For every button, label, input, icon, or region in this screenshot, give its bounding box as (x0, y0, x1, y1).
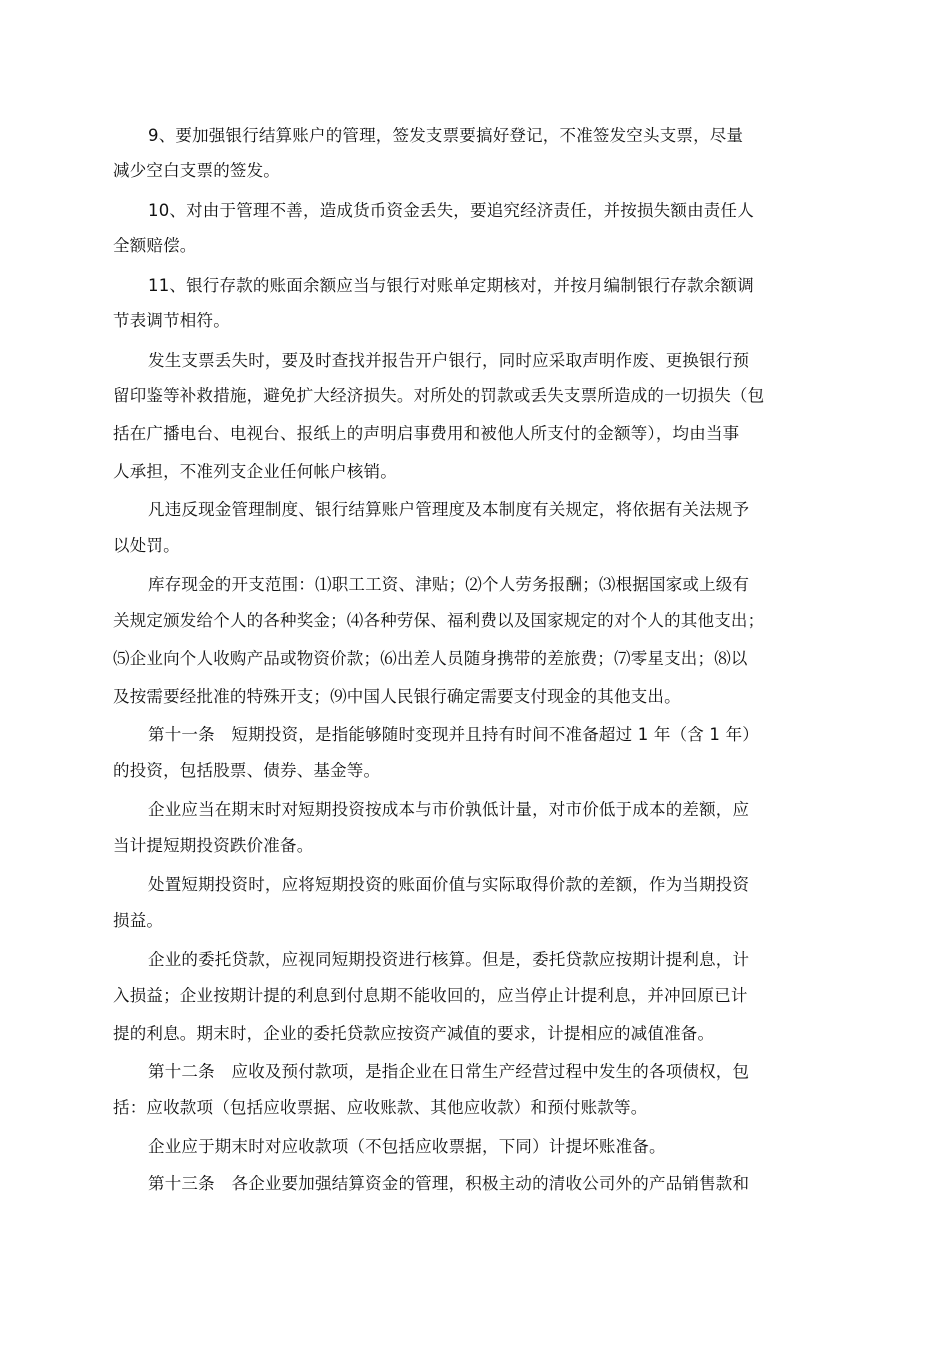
text-line: 的投资，包括股票、债券、基金等。 (113, 761, 381, 780)
text-line: 损益。 (113, 911, 164, 930)
text-line: 括在广播电台、电视台、报纸上的声明启事费用和被他人所支付的金额等），均由当事 (113, 424, 740, 443)
text-line: 库存现金的开支范围：⑴职工工资、津贴；⑵个人劳务报酬；⑶根据国家或上级有 (148, 575, 750, 594)
text-line: 企业的委托贷款，应视同短期投资进行核算。但是，委托贷款应按期计提利息，计 (148, 950, 750, 969)
text-line: 企业应当在期末时对短期投资按成本与市价孰低计量，对市价低于成本的差额，应 (148, 800, 750, 819)
text-line: 发生支票丢失时，要及时查找并报告开户银行，同时应采取声明作废、更换银行预 (148, 351, 750, 370)
text-line: 企业应于期末时对应收款项（不包括应收票据，下同）计提坏账准备。 (148, 1137, 666, 1156)
text-line: 括：应收款项（包括应收票据、应收账款、其他应收款）和预付账款等。 (113, 1098, 648, 1117)
text-line: 留印鉴等补救措施，避免扩大经济损失。对所处的罚款或丢失支票所造成的一切损失（包 (113, 386, 765, 405)
text-line: 人承担，不准列支企业任何帐户核销。 (113, 462, 397, 481)
text-line: 11、银行存款的账面余额应当与银行对账单定期核对，并按月编制银行存款余额调 (148, 276, 754, 295)
text-line: 9、要加强银行结算账户的管理，签发支票要搞好登记，不准签发空头支票，尽量 (148, 126, 744, 145)
text-line: 第十一条 短期投资，是指能够随时变现并且持有时间不准备超过 1 年（含 1 年） (148, 725, 759, 744)
text-line: ⑸企业向个人收购产品或物资价款；⑹出差人员随身携带的差旅费；⑺零星支出；⑻以 (113, 649, 748, 668)
text-line: 入损益；企业按期计提的利息到付息期不能收回的，应当停止计提利息，并冲回原已计 (113, 986, 748, 1005)
text-line: 当计提短期投资跌价准备。 (113, 836, 314, 855)
text-line: 第十三条 各企业要加强结算资金的管理，积极主动的清收公司外的产品销售款和 (148, 1174, 750, 1193)
text-line: 10、对由于管理不善，造成货币资金丢失，要追究经济责任，并按损失额由责任人 (148, 201, 754, 220)
text-line: 凡违反现金管理制度、银行结算账户管理度及本制度有关规定，将依据有关法规予 (148, 500, 750, 519)
text-line: 处置短期投资时，应将短期投资的账面价值与实际取得价款的差额，作为当期投资 (148, 875, 750, 894)
text-line: 第十二条 应收及预付款项，是指企业在日常生产经营过程中发生的各项债权，包 (148, 1062, 750, 1081)
text-line: 减少空白支票的签发。 (113, 161, 280, 180)
text-line: 全额赔偿。 (113, 236, 197, 255)
text-line: 关规定颁发给个人的各种奖金；⑷各种劳保、福利费以及国家规定的对个人的其他支出； (113, 611, 765, 630)
text-line: 节表调节相符。 (113, 311, 230, 330)
text-line: 及按需要经批准的特殊开支；⑼中国人民银行确定需要支付现金的其他支出。 (113, 687, 681, 706)
text-line: 提的利息。期末时，企业的委托贷款应按资产减值的要求，计提相应的减值准备。 (113, 1024, 715, 1043)
text-line: 以处罚。 (113, 536, 180, 555)
